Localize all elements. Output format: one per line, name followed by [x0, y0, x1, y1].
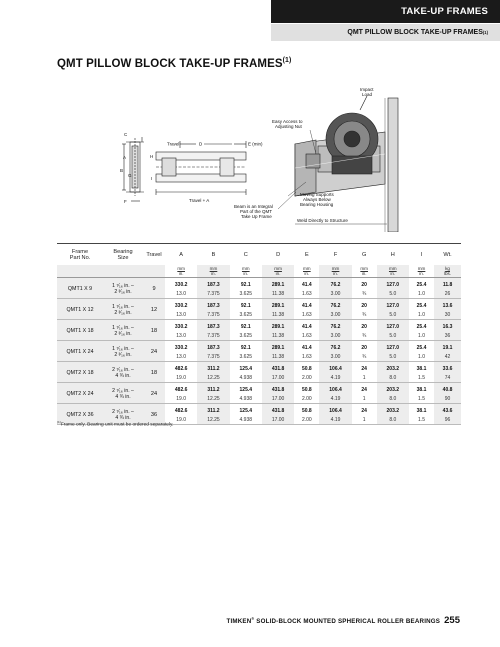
metric-value-cell: 187.3 [197, 278, 229, 290]
col-bearing-size: Bearing Size [103, 244, 143, 266]
imperial-value-cell: 11.38 [262, 331, 294, 341]
imperial-value-cell: 4.938 [230, 415, 262, 425]
metric-value-cell: 330.2 [165, 278, 197, 290]
frame-part-cell: QMT1 X 12 [57, 299, 103, 320]
metric-value-cell: 187.3 [197, 299, 229, 311]
metric-value-cell: 38.1 [409, 404, 434, 416]
unit-cell: kg lbs. [434, 265, 461, 278]
imperial-value-cell: 17.00 [262, 415, 294, 425]
imperial-value-cell: 4.938 [230, 373, 262, 383]
imperial-value-cell: 90 [434, 394, 461, 404]
metric-value-cell: 482.6 [165, 362, 197, 374]
imperial-value-cell: 1.63 [294, 289, 319, 299]
unit-cell: mm in. [197, 265, 229, 278]
unit-cell: mm in. [409, 265, 434, 278]
metric-value-cell: 92.1 [230, 320, 262, 332]
frame-part-cell: QMT2 X 36 [57, 404, 103, 425]
imperial-value-cell: 7.375 [197, 289, 229, 299]
metric-value-cell: 13.6 [434, 299, 461, 311]
travel-cell: 36 [143, 404, 165, 425]
weld-label: Weld Directly to Structure [297, 218, 348, 223]
imperial-value-cell: 19.0 [165, 394, 197, 404]
imperial-value-cell: 1.0 [409, 352, 434, 362]
imperial-value-cell: 19.0 [165, 415, 197, 425]
col-frame-part: Frame Part No. [57, 244, 103, 266]
dim-d-label: D [199, 141, 203, 147]
metric-value-cell: 38.1 [409, 362, 434, 374]
easy-access-line1: Easy Access to [272, 119, 303, 124]
table-row [57, 320, 461, 332]
imperial-value-cell: 3.625 [230, 331, 262, 341]
bearing-size-cell: 2 ⁷⁄₁₆ in. – 4 ¾ in. [103, 383, 143, 404]
metric-value-cell: 50.8 [294, 404, 319, 416]
metric-value-cell: 33.6 [434, 362, 461, 374]
metric-value-cell: 311.2 [197, 362, 229, 374]
imperial-value-cell: 36 [434, 331, 461, 341]
subsection-footnote-mark: (1) [482, 30, 488, 35]
unit-cell: mm in. [377, 265, 409, 278]
metric-value-cell: 50.8 [294, 362, 319, 374]
metric-value-cell: 50.8 [294, 383, 319, 395]
page-footer [227, 615, 461, 626]
metric-value-cell: 311.2 [197, 383, 229, 395]
dim-i-label: I [151, 176, 153, 181]
imperial-value-cell: 17.00 [262, 373, 294, 383]
subsection-title: QMT PILLOW BLOCK TAKE-UP FRAMES [347, 29, 483, 36]
imperial-value-cell: 26 [434, 289, 461, 299]
metric-value-cell: 289.1 [262, 341, 294, 353]
moving-label-line1: Moving Supports [300, 192, 334, 197]
imperial-value-cell: 4.19 [319, 415, 351, 425]
unit-cell: mm in. [319, 265, 351, 278]
imperial-value-cell: ¾ [352, 352, 377, 362]
metric-value-cell: 20 [352, 299, 377, 311]
metric-value-cell: 20 [352, 341, 377, 353]
col-f: F [319, 244, 351, 266]
table-row [57, 278, 461, 290]
metric-value-cell: 289.1 [262, 320, 294, 332]
beam-label-line1: Beam is an Integral [234, 204, 273, 209]
metric-value-cell: 41.4 [294, 320, 319, 332]
travel-label: Travel [167, 141, 180, 147]
title-footnote-mark: (1) [282, 57, 292, 64]
section-view-drawing [122, 137, 144, 201]
metric-value-cell: 24 [352, 404, 377, 416]
imperial-value-cell: 1.63 [294, 331, 319, 341]
metric-value-cell: 106.4 [319, 404, 351, 416]
metric-value-cell: 19.1 [434, 341, 461, 353]
imperial-value-cell: ¾ [352, 310, 377, 320]
imperial-value-cell: 2.00 [294, 373, 319, 383]
metric-value-cell: 289.1 [262, 299, 294, 311]
impact-label-line2: Load [362, 92, 373, 97]
metric-value-cell: 125.4 [230, 404, 262, 416]
imperial-value-cell: 11.38 [262, 289, 294, 299]
metric-value-cell: 25.4 [409, 278, 434, 290]
imperial-value-cell: 8.0 [377, 415, 409, 425]
imperial-value-cell: 2.00 [294, 394, 319, 404]
bearing-size-cell: 2 ⁷⁄₁₆ in. – 4 ¾ in. [103, 404, 143, 425]
unit-cell: mm in. [230, 265, 262, 278]
page-number: 255 [444, 615, 460, 626]
footnote-text: Frame only. Bearing unit must be ordered separately. [60, 422, 174, 428]
imperial-value-cell: 4.19 [319, 394, 351, 404]
frame-part-cell: QMT2 X 24 [57, 383, 103, 404]
table-row [57, 362, 461, 374]
metric-value-cell: 482.6 [165, 383, 197, 395]
imperial-value-cell: 4.938 [230, 394, 262, 404]
bearing-size-cell: 2 ⁷⁄₁₆ in. – 4 ¾ in. [103, 362, 143, 383]
beam-label-line3: Take Up Frame [241, 214, 272, 219]
section-header [271, 0, 500, 23]
unit-cell: mm in. [165, 265, 197, 278]
table-body [57, 278, 461, 425]
moving-label-line2: Always Below [303, 197, 331, 202]
unit-cell: mm in. [294, 265, 319, 278]
imperial-value-cell: 1.5 [409, 394, 434, 404]
imperial-value-cell: ¾ [352, 331, 377, 341]
imperial-value-cell: 13.0 [165, 331, 197, 341]
metric-value-cell: 431.8 [262, 383, 294, 395]
imperial-value-cell: 42 [434, 352, 461, 362]
frame-part-cell: QMT1 X 9 [57, 278, 103, 299]
metric-value-cell: 76.2 [319, 341, 351, 353]
footnote-mark: (1) [57, 420, 61, 424]
imperial-value-cell: 19.0 [165, 373, 197, 383]
col-c: C [230, 244, 262, 266]
footnote [57, 420, 173, 428]
imperial-value-cell: 1 [352, 415, 377, 425]
table-row [57, 299, 461, 311]
metric-value-cell: 330.2 [165, 320, 197, 332]
subsection-header [271, 24, 500, 41]
metric-value-cell: 203.2 [377, 383, 409, 395]
dim-a-label: A [123, 155, 127, 160]
metric-value-cell: 24 [352, 383, 377, 395]
imperial-value-cell: 13.0 [165, 289, 197, 299]
metric-value-cell: 330.2 [165, 341, 197, 353]
col-b: B [197, 244, 229, 266]
bearing-size-cell: 1 ⁷⁄₁₆ in. – 2 ³⁄₁₆ in. [103, 320, 143, 341]
imperial-value-cell: 3.00 [319, 331, 351, 341]
col-travel: Travel [143, 244, 165, 266]
unit-cell: mm in. [262, 265, 294, 278]
frame-plan-view [156, 141, 246, 195]
metric-value-cell: 76.2 [319, 278, 351, 290]
col-e: E [294, 244, 319, 266]
dim-h-label: H [150, 154, 154, 159]
imperial-value-cell: 1 [352, 394, 377, 404]
dim-c-label: C [124, 132, 128, 137]
metric-value-cell: 289.1 [262, 278, 294, 290]
metric-value-cell: 38.1 [409, 383, 434, 395]
imperial-value-cell: 5.0 [377, 331, 409, 341]
imperial-value-cell: 1.5 [409, 373, 434, 383]
imperial-value-cell: 74 [434, 373, 461, 383]
imperial-value-cell: 4.19 [319, 373, 351, 383]
dim-b-label: B [120, 168, 124, 173]
metric-value-cell: 25.4 [409, 299, 434, 311]
imperial-value-cell: 5.0 [377, 289, 409, 299]
travel-cell: 12 [143, 299, 165, 320]
travel-cell: 24 [143, 383, 165, 404]
metric-value-cell: 16.3 [434, 320, 461, 332]
imperial-value-cell: 2.00 [294, 415, 319, 425]
metric-value-cell: 187.3 [197, 320, 229, 332]
page-title [57, 57, 291, 70]
page-title-text: QMT PILLOW BLOCK TAKE-UP FRAMES [57, 57, 283, 70]
metric-value-cell: 41.4 [294, 299, 319, 311]
metric-value-cell: 41.4 [294, 341, 319, 353]
metric-value-cell: 106.4 [319, 383, 351, 395]
imperial-value-cell: 3.625 [230, 352, 262, 362]
imperial-value-cell: 12.25 [197, 415, 229, 425]
imperial-value-cell: 3.00 [319, 352, 351, 362]
col-a: A [165, 244, 197, 266]
imperial-value-cell: 1.63 [294, 352, 319, 362]
metric-value-cell: 431.8 [262, 404, 294, 416]
metric-value-cell: 127.0 [377, 299, 409, 311]
imperial-value-cell: 5.0 [377, 352, 409, 362]
metric-value-cell: 106.4 [319, 362, 351, 374]
col-h: H [377, 244, 409, 266]
frame-part-cell: QMT1 X 24 [57, 341, 103, 362]
metric-value-cell: 92.1 [230, 341, 262, 353]
table-row [57, 341, 461, 353]
imperial-value-cell: 96 [434, 415, 461, 425]
dim-f-label: F [124, 199, 127, 204]
imperial-value-cell: 7.375 [197, 352, 229, 362]
metric-value-cell: 25.4 [409, 341, 434, 353]
imperial-value-cell: 5.0 [377, 310, 409, 320]
table-row [57, 383, 461, 395]
imperial-value-cell: 1.0 [409, 310, 434, 320]
imperial-value-cell: 8.0 [377, 373, 409, 383]
impact-label-line1: Impact [360, 87, 374, 92]
metric-value-cell: 203.2 [377, 404, 409, 416]
imperial-value-cell: 1.63 [294, 310, 319, 320]
travel-cell: 9 [143, 278, 165, 299]
imperial-value-cell: 17.00 [262, 394, 294, 404]
metric-value-cell: 127.0 [377, 320, 409, 332]
metric-value-cell: 482.6 [165, 404, 197, 416]
imperial-value-cell: 1.0 [409, 289, 434, 299]
travel-cell: 18 [143, 320, 165, 341]
imperial-value-cell: 3.625 [230, 310, 262, 320]
col-g: G [352, 244, 377, 266]
dim-e-label: E (min) [248, 141, 263, 147]
imperial-value-cell: 3.00 [319, 310, 351, 320]
metric-value-cell: 24 [352, 362, 377, 374]
metric-value-cell: 92.1 [230, 278, 262, 290]
imperial-value-cell: 1.0 [409, 331, 434, 341]
travel-cell: 18 [143, 362, 165, 383]
metric-value-cell: 127.0 [377, 341, 409, 353]
footer-title: TIMKEN® SOLID-BLOCK MOUNTED SPHERICAL ROLLER BEARINGS [226, 616, 441, 625]
dimensions-table [57, 243, 461, 425]
imperial-value-cell: 1 [352, 373, 377, 383]
metric-value-cell: 20 [352, 320, 377, 332]
metric-value-cell: 25.4 [409, 320, 434, 332]
dim-g-label: G [128, 173, 132, 178]
imperial-value-cell: 7.375 [197, 331, 229, 341]
metric-value-cell: 40.8 [434, 383, 461, 395]
metric-value-cell: 311.2 [197, 404, 229, 416]
metric-value-cell: 41.4 [294, 278, 319, 290]
imperial-value-cell: 13.0 [165, 310, 197, 320]
imperial-value-cell: 30 [434, 310, 461, 320]
imperial-value-cell: 7.375 [197, 310, 229, 320]
metric-value-cell: 187.3 [197, 341, 229, 353]
metric-value-cell: 127.0 [377, 278, 409, 290]
frame-part-cell: QMT2 X 18 [57, 362, 103, 383]
bearing-size-cell: 1 ⁷⁄₁₆ in. – 2 ³⁄₁₆ in. [103, 278, 143, 299]
travel-plus-a-label: Travel + A [189, 198, 210, 203]
table-header-row [57, 244, 461, 266]
frame-part-cell: QMT1 X 18 [57, 320, 103, 341]
col-wt: Wt. [434, 244, 461, 266]
metric-value-cell: 11.8 [434, 278, 461, 290]
section-title: TAKE-UP FRAMES [401, 6, 488, 17]
travel-cell: 24 [143, 341, 165, 362]
beam-label-line2: Part of the QMT [240, 209, 273, 214]
metric-value-cell: 92.1 [230, 299, 262, 311]
moving-label-line3: Bearing Housing [300, 202, 334, 207]
unit-cell: mm in. [352, 265, 377, 278]
imperial-value-cell: 1.5 [409, 415, 434, 425]
imperial-value-cell: 3.00 [319, 289, 351, 299]
imperial-value-cell: 11.38 [262, 352, 294, 362]
imperial-value-cell: 8.0 [377, 394, 409, 404]
imperial-value-cell: 11.38 [262, 310, 294, 320]
metric-value-cell: 43.6 [434, 404, 461, 416]
metric-value-cell: 20 [352, 278, 377, 290]
bearing-size-cell: 1 ⁷⁄₁₆ in. – 2 ³⁄₁₆ in. [103, 341, 143, 362]
imperial-value-cell: 3.625 [230, 289, 262, 299]
table-row [57, 404, 461, 416]
easy-access-line2: Adjusting Nut [275, 124, 302, 129]
assembly-illustration [295, 96, 398, 232]
imperial-value-cell: 12.25 [197, 394, 229, 404]
take-up-frame-diagram [120, 84, 410, 232]
metric-value-cell: 125.4 [230, 383, 262, 395]
col-i: I [409, 244, 434, 266]
col-d: D [262, 244, 294, 266]
metric-value-cell: 125.4 [230, 362, 262, 374]
metric-value-cell: 431.8 [262, 362, 294, 374]
metric-value-cell: 76.2 [319, 299, 351, 311]
imperial-value-cell: ¾ [352, 289, 377, 299]
metric-value-cell: 203.2 [377, 362, 409, 374]
imperial-value-cell: 12.25 [197, 373, 229, 383]
units-row [57, 265, 461, 278]
metric-value-cell: 330.2 [165, 299, 197, 311]
bearing-size-cell: 1 ⁷⁄₁₆ in. – 2 ³⁄₁₆ in. [103, 299, 143, 320]
metric-value-cell: 76.2 [319, 320, 351, 332]
imperial-value-cell: 13.0 [165, 352, 197, 362]
